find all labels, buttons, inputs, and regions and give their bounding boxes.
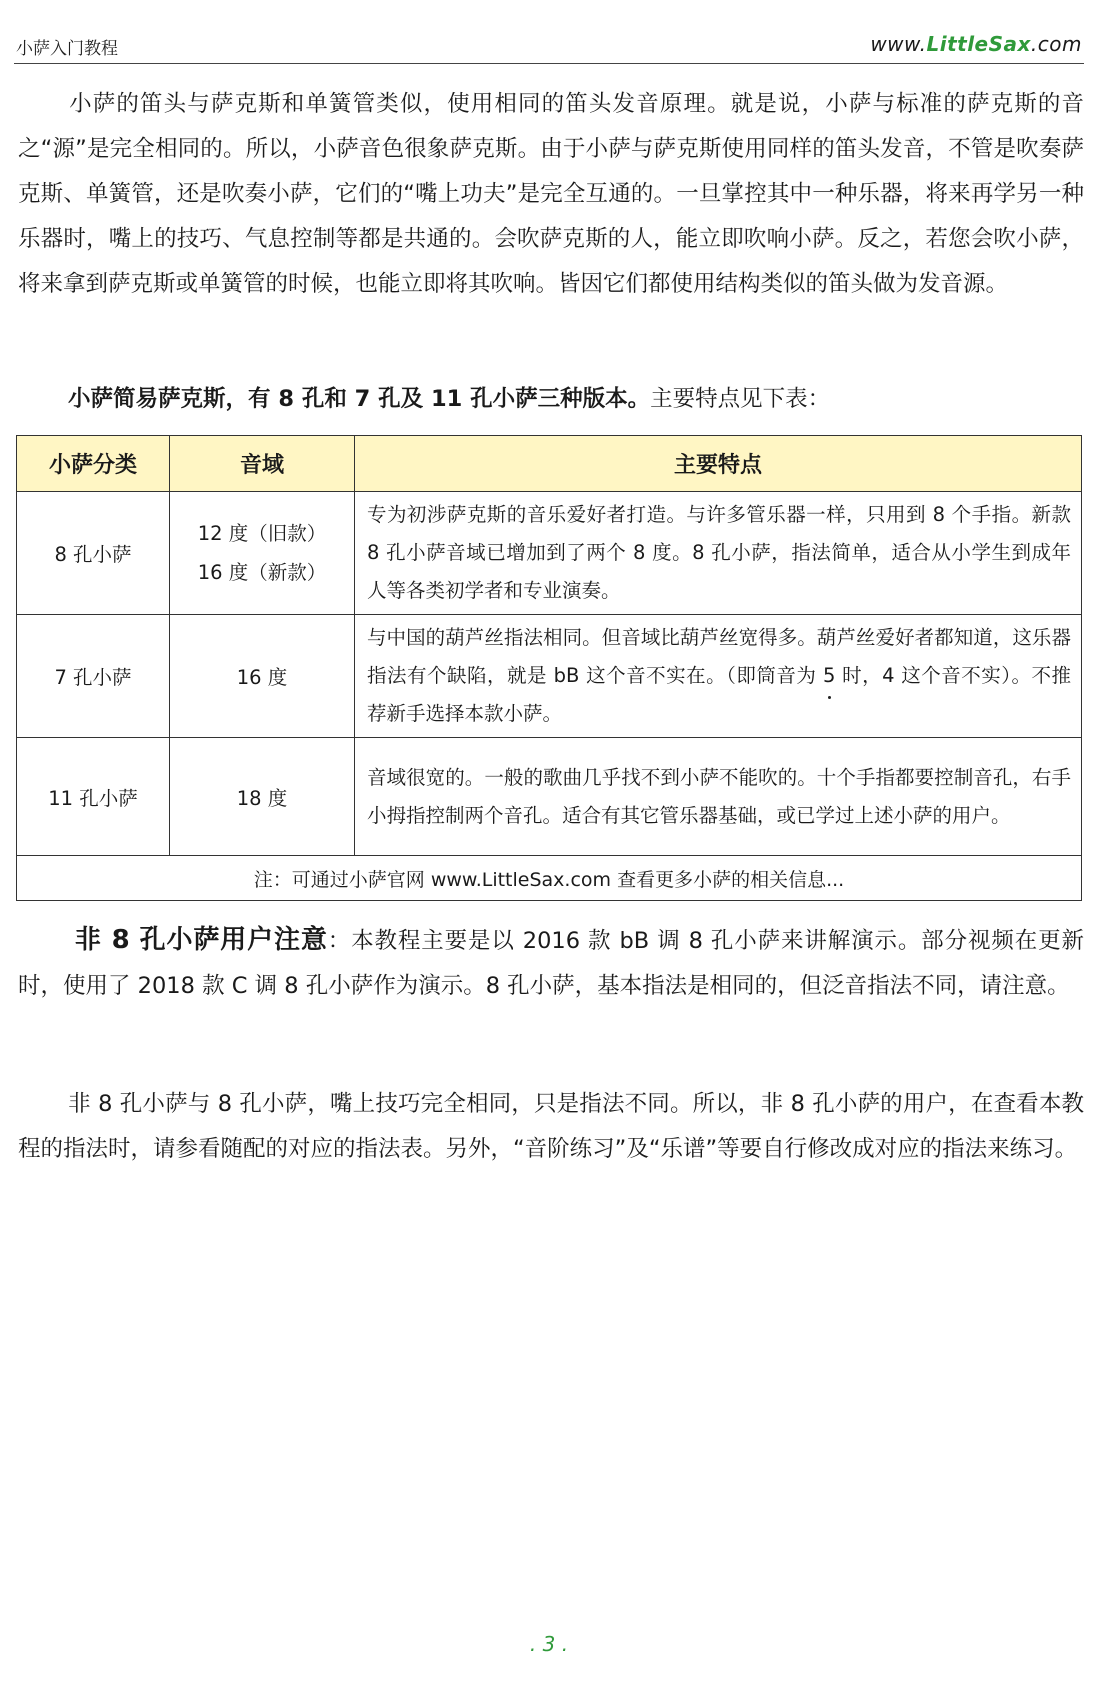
cell-type: 7 孔小萨 xyxy=(17,615,170,738)
col-header-type: 小萨分类 xyxy=(17,436,170,492)
features-text-b: 时，4 这个音不实）。不推荐新手选择本款小萨。 xyxy=(367,664,1071,725)
notice-paragraph xyxy=(18,918,1084,1009)
site-suffix: .com xyxy=(1030,32,1082,56)
versions-lead-rest: 主要特点见下表： xyxy=(650,386,831,412)
col-header-range: 音域 xyxy=(170,436,355,492)
cell-features: 专为初涉萨克斯的音乐爱好者打造。与许多管乐器一样，只用到 8 个手指。新款 8 孔小萨音域已增加到了两个 8 度。8 孔小萨，指法简单，适合从小学生到成年人等各类初学者和专业演奏。 xyxy=(355,492,1082,615)
header-divider xyxy=(14,63,1084,64)
table-note-row xyxy=(17,856,1082,901)
notice-body: 本教程主要是以 2016 款 bB 调 8 孔小萨来讲解演示。部分视频在更新时，使用了 2018 款 C 调 8 孔小萨作为演示。8 孔小萨，基本指法是相同的，但泛音指法不同，请注意。 xyxy=(18,928,1084,999)
col-header-features: 主要特点 xyxy=(355,436,1082,492)
intro-paragraph xyxy=(18,82,1084,307)
notice-colon: ： xyxy=(327,928,352,954)
table-row xyxy=(17,492,1082,615)
range-line-1: 12 度（旧款） xyxy=(197,522,327,545)
versions-lead xyxy=(68,377,830,422)
cell-range xyxy=(170,492,355,615)
non8-text: 非 8 孔小萨与 8 孔小萨，嘴上技巧完全相同，只是指法不同。所以，非 8 孔小萨的用户，在查看本教程的指法时，请参看随配的对应的指法表。另外，“音阶练习”及“乐谱”等要自行修改成对应的指法来练习。 xyxy=(18,1091,1084,1162)
lower-octave-dot xyxy=(828,696,831,699)
table-row xyxy=(17,738,1082,856)
range-line-2: 16 度（新款） xyxy=(197,561,327,584)
features-text-a: 与中国的葫芦丝指法相同。但音域比葫芦丝宽得多。葫芦丝爱好者都知道，这乐器指法有个缺陷，就是 bB 这个音不实在。（即筒音为 xyxy=(367,626,1071,687)
dotted-note xyxy=(823,657,835,695)
cell-features: 音域很宽的。一般的歌曲几乎找不到小萨不能吹的。十个手指都要控制音孔，右手小拇指控制两个音孔。适合有其它管乐器基础，或已学过上述小萨的用户。 xyxy=(355,738,1082,856)
site-prefix: www. xyxy=(870,32,927,56)
table-row xyxy=(17,615,1082,738)
site-url[interactable] xyxy=(870,32,1082,56)
cell-type: 11 孔小萨 xyxy=(17,738,170,856)
cell-range: 18 度 xyxy=(170,738,355,856)
spec-table xyxy=(16,435,1082,901)
table-header-row xyxy=(17,436,1082,492)
versions-lead-bold: 小萨简易萨克斯，有 8 孔和 7 孔及 11 孔小萨三种版本。 xyxy=(68,386,651,412)
cell-range: 16 度 xyxy=(170,615,355,738)
dotted-note-digit: 5 xyxy=(823,664,836,687)
cell-features xyxy=(355,615,1082,738)
non8-paragraph xyxy=(18,1082,1084,1172)
page-number: . 3 . xyxy=(529,1632,569,1656)
notice-title: 非 8 孔小萨用户注意 xyxy=(74,925,328,955)
intro-text: 小萨的笛头与萨克斯和单簧管类似，使用相同的笛头发音原理。就是说，小萨与标准的萨克斯的音之“源”是完全相同的。所以，小萨音色很象萨克斯。由于小萨与萨克斯使用同样的笛头发音，不管是吹奏萨克斯、单簧管，还是吹奏小萨，它们的“嘴上功夫”是完全互通的。一旦掌控其中一种乐器，将来再学另一种乐器时，嘴上的技巧、气息控制等都是共通的。会吹萨克斯的人，能立即吹响小萨。反之，若您会吹小萨，将来拿到萨克斯或单簧管的时候，也能立即将其吹响。皆因它们都使用结构类似的笛头做为发音源。 xyxy=(18,91,1084,297)
cell-type: 8 孔小萨 xyxy=(17,492,170,615)
doc-title: 小萨入门教程 xyxy=(16,39,118,59)
site-brand: LittleSax xyxy=(926,32,1031,56)
table-note: 注：可通过小萨官网 www.LittleSax.com 查看更多小萨的相关信息... xyxy=(17,856,1082,901)
